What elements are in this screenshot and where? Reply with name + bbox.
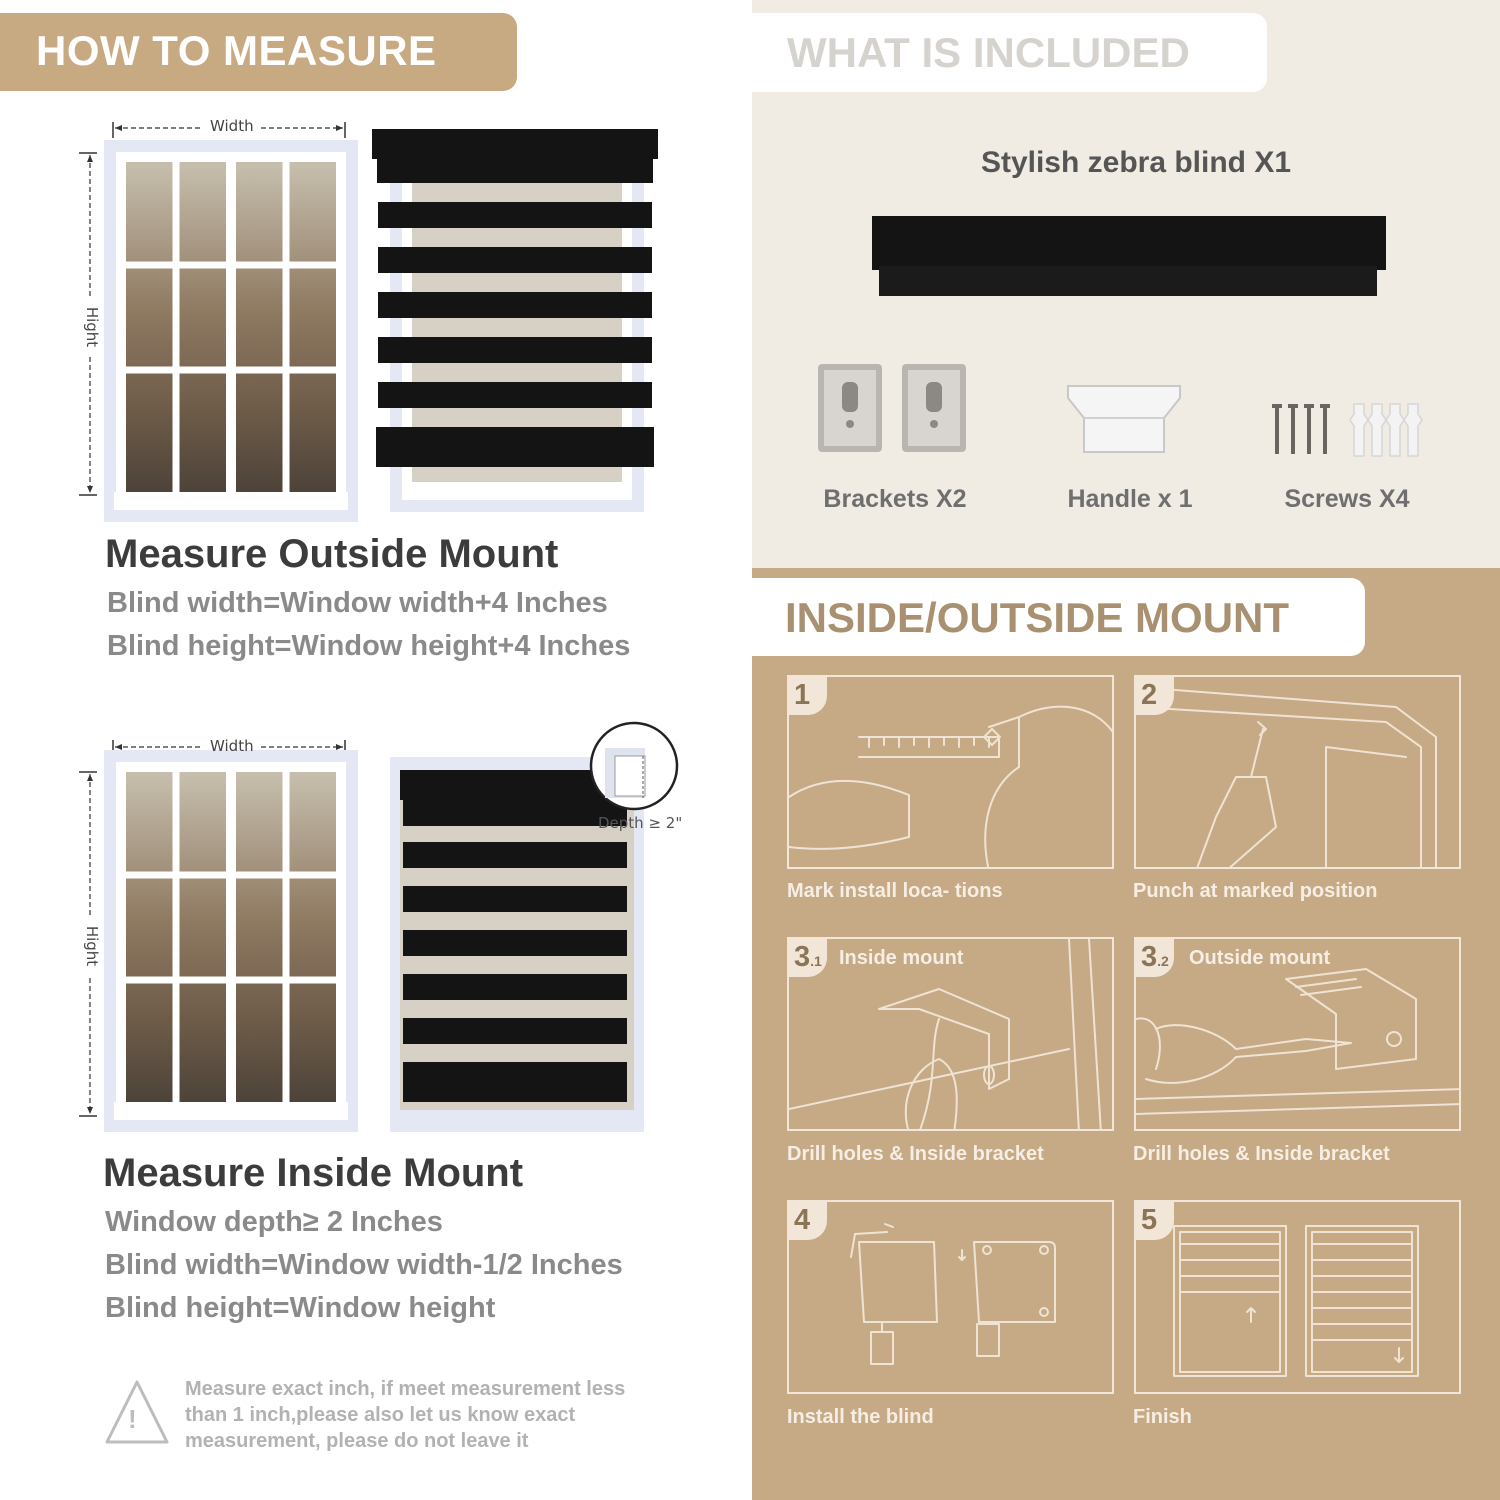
finished-blind-icon: [1136, 1202, 1461, 1394]
inside-line-1: Window depth≥ 2 Inches: [105, 1206, 443, 1238]
step-3-2-illustration: [1134, 937, 1461, 1131]
step-5-caption: Finish: [1133, 1406, 1192, 1428]
width-label-inside: Width: [210, 737, 254, 755]
depth-magnifier: [591, 723, 677, 809]
warning-symbol: !: [128, 1404, 137, 1434]
step-4-number: 4: [789, 1202, 827, 1240]
outside-mount-title: Measure Outside Mount: [105, 532, 559, 576]
how-to-measure-title: HOW TO MEASURE: [36, 27, 437, 74]
window-with-blind: [372, 129, 658, 512]
step-3-2-number: 3.2: [1136, 939, 1174, 977]
outside-line-2: Blind height=Window height+4 Inches: [107, 630, 631, 662]
height-label-inside: Hight: [83, 925, 101, 967]
step-3-1-inline-label: Inside mount: [839, 947, 964, 969]
what-is-included-banner: [752, 13, 1267, 92]
warning-line-3: measurement, please do not leave it: [185, 1430, 529, 1452]
handle-icon: [1062, 378, 1186, 458]
step-5-number: 5: [1136, 1202, 1174, 1240]
screws-icon: [1268, 402, 1428, 464]
zebra-blind-image: [870, 214, 1390, 300]
step-2-number: 2: [1136, 677, 1174, 715]
outside-mount-diagram: [75, 112, 675, 522]
width-label: Width: [210, 117, 254, 135]
step-4-caption: Install the blind: [787, 1406, 934, 1428]
step-5-illustration: [1134, 1200, 1461, 1394]
bare-window: [104, 140, 358, 522]
outside-line-1: Blind width=Window width+4 Inches: [107, 587, 608, 619]
what-is-included-title: WHAT IS INCLUDED: [787, 29, 1190, 76]
zebra-blind-label: Stylish zebra blind X1: [980, 146, 1292, 179]
handle-label: Handle x 1: [1067, 485, 1193, 513]
depth-callout-label: Depth ≥ 2": [598, 814, 683, 832]
step-3-1-illustration: [787, 937, 1114, 1131]
step-4-illustration: [787, 1200, 1114, 1394]
height-label: Hight: [83, 306, 101, 348]
step-3-1-caption: Drill holes & Inside bracket: [787, 1143, 1044, 1165]
inside-mount-diagram: [75, 720, 695, 1140]
drill-icon: [1136, 677, 1461, 869]
bracket-icon: [812, 360, 972, 460]
mount-banner: [752, 578, 1365, 656]
step-1-caption: Mark install loca- tions: [787, 880, 1003, 902]
step-1-number: 1: [789, 677, 827, 715]
warning-triangle-icon: [103, 1378, 171, 1446]
step-3-1-number: 3.1: [789, 939, 827, 977]
warning-text: [185, 1376, 705, 1454]
step-2-illustration: [1134, 675, 1461, 869]
measuring-tape-icon: [789, 677, 1114, 869]
mount-title: INSIDE/OUTSIDE MOUNT: [785, 594, 1290, 641]
step-3-2-inline-label: Outside mount: [1189, 947, 1331, 969]
step-1-illustration: [787, 675, 1114, 869]
warning-line-1: Measure exact inch, if meet measurement less: [185, 1378, 626, 1400]
how-to-measure-banner: [0, 13, 517, 91]
inside-line-3: Blind height=Window height: [105, 1292, 496, 1324]
step-3-2-caption: Drill holes & Inside bracket: [1133, 1143, 1390, 1165]
install-blind-icon: [789, 1202, 1114, 1394]
inside-line-2: Blind width=Window width-1/2 Inches: [105, 1249, 623, 1281]
brackets-label: Brackets X2: [823, 485, 967, 513]
step-2-caption: Punch at marked position: [1133, 880, 1378, 902]
inside-mount-title: Measure Inside Mount: [103, 1151, 524, 1195]
warning-line-2: than 1 inch,please also let us know exact: [185, 1404, 576, 1426]
bare-window-inside: [104, 750, 358, 1132]
screws-label: Screws X4: [1284, 485, 1410, 513]
